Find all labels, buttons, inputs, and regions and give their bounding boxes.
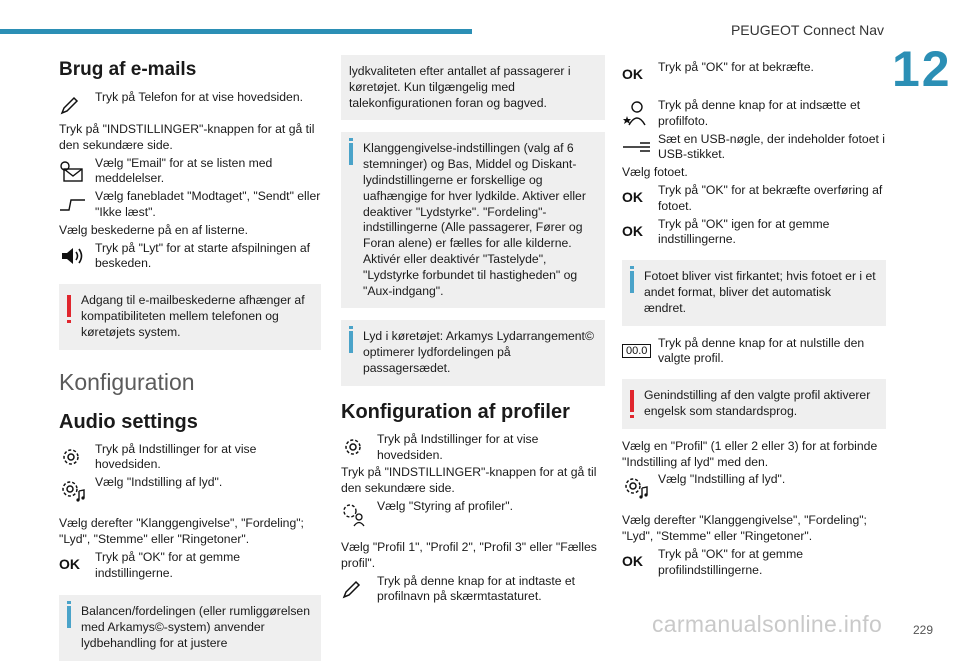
watermark: carmanualsonline.info [652,611,883,637]
text-settings-button: Tryk på "INDSTILLINGER"-knappen for at gå til den sekundære side. [59,122,315,152]
ok-icon: OK [622,66,643,83]
column-3 [622,58,886,581]
heading-configuration: Konfiguration [59,368,195,395]
info-box-balance: Balancen/fordelingen (eller rumliggørelsen med Arkamys©-system) anvender lydbehandling for at justere [59,595,321,660]
step-ok-transfer: OK Tryk på "OK" for at bekræfte overføring af fotoet. [622,182,883,213]
step-phone: Tryk på Telefon for at vise hovedsiden. [59,90,321,120]
page-number: 229 [912,623,933,637]
gear-sound-icon [622,472,658,502]
pencil-icon [59,90,95,120]
pencil-icon [341,574,377,604]
step-ok-save-2: OK Tryk på "OK" igen for at gemme indstillingerne. [622,216,830,247]
reset-icon: 00.0 [622,336,658,366]
step-sound-setting: Vælg "Indstilling af lyd". [59,475,321,505]
info-box-sound-settings: Klanggengivelse-indstillingen (valg af 6 stemninger) og Bas, Middel og Diskant-lydindstillingerne er forskellige og uafhængige for hver lydkilde. Aktiver eller deaktiver "Lydstyrke". "Fordeling"-indstillingerne (Alle passagerer, Fører og Foran alene) er fælles for alle kilderne. Aktivér eller deaktivér "Tastelyde", "Lydstyrke forbundet til hastigheden" og "Aux-indgang". [341,132,605,308]
chapter-number: 12 [892,41,952,97]
warning-icon [67,295,71,317]
header-accent-bar [0,29,472,34]
step-listen: Tryk på "Lyt" for at starte afspilningen af beskeden. [59,241,321,273]
tab-icon [59,189,95,219]
step-settings: Tryk på Indstillinger for at vise hovedsiden. [59,442,321,474]
heading-audio-settings: Audio settings [59,410,198,433]
step-tabs: Vælg fanebladet "Modtaget", "Sendt" eller "Ikke læst". [59,189,321,221]
gear-icon [59,442,95,472]
column-2 [341,55,605,607]
gear-sound-icon [59,475,95,505]
step-profile-photo: Tryk på denne knap for at indsætte et profilfoto. [622,98,886,130]
text-choose-audio-2: Vælg derefter "Klanggengivelse", "Fordeling"; "Lyd", "Stemme" eller "Ringetoner". [622,513,867,544]
step-ok-confirm: OK Tryk på "OK" for at bekræfte. [622,60,886,90]
email-icon [59,156,95,186]
text-choose-messages: Vælg beskederne på en af listerne. [59,222,249,237]
step-usb: Sæt en USB-nøgle, der indeholder fotoet i USB-stikket. [622,132,886,164]
info-icon [349,331,353,353]
profile-icon [341,499,377,529]
column-1 [59,52,321,671]
warning-box-email: Adgang til e-mailbeskederne afhænger af kompatibiliteten mellem telefonen og køretøjets system. [59,284,321,349]
warning-box-reset: Genindstilling af den valgte profil aktiverer engelsk som standardsprog. [622,379,886,429]
info-box-arkamys: Lyd i køretøjet: Arkamys Lydarrangement© optimerer lydfordelingen på passagersædet. [341,320,605,385]
step-reset-profile: 00.0 Tryk på denne knap for at nulstille den valgte profil. [622,336,886,368]
ok-icon: OK [622,553,643,570]
step-ok-profile-save: OK Tryk på "OK" for at gemme profilindstillingerne. [622,546,804,577]
ok-icon: OK [622,222,643,239]
info-box-photo: Fotoet bliver vist firkantet; hvis fotoet er i et andet format, bliver det automatisk ændret. [622,260,886,325]
manual-title: PEUGEOT Connect Nav [730,22,884,38]
ok-icon: OK [622,189,643,206]
info-icon [349,143,353,165]
warning-icon [630,390,634,412]
text-choose-profile: Vælg "Profil 1", "Profil 2", "Profil 3" eller "Fælles profil". [341,539,597,570]
profile-photo-icon [622,98,658,128]
step-profile-name: Tryk på denne knap for at indtaste et profilnavn på skærmtastaturet. [341,574,605,606]
text-settings-button-2: Tryk på "INDSTILLINGER"-knappen for at gå til den sekundære side. [341,465,597,496]
step-ok-save: OK Tryk på "OK" for at gemme indstillingerne. [59,549,241,580]
text-choose-profile-sound: Vælg en "Profil" (1 eller 2 eller 3) for at forbinde "Indstilling af lyd" med den. [622,438,878,469]
gear-icon [341,432,377,462]
info-icon [67,606,71,628]
heading-email: Brug af e-mails [59,59,197,80]
speaker-icon [59,241,95,271]
text-choose-photo: Vælg fotoet. [622,165,688,180]
heading-profiles: Konfiguration af profiler [341,400,570,423]
step-settings-2: Tryk på Indstillinger for at vise hovedsiden. [341,432,605,464]
step-sound-setting-2: Vælg "Indstilling af lyd". [622,472,886,502]
step-profile-management: Vælg "Styring af profiler". [341,499,605,529]
info-icon [630,271,634,293]
ok-icon: OK [59,555,80,572]
text-choose-audio: Vælg derefter "Klanggengivelse", "Fordeling"; "Lyd", "Stemme" eller "Ringetoner". [59,516,304,546]
info-box-continued: lydkvaliteten efter antallet af passagerer i køretøjet. Kun tilgængelig med talekonfigurationen foran og bagved. [341,55,605,120]
step-email: Vælg "Email" for at se listen med meddelelser. [59,156,321,188]
usb-icon [622,132,658,162]
